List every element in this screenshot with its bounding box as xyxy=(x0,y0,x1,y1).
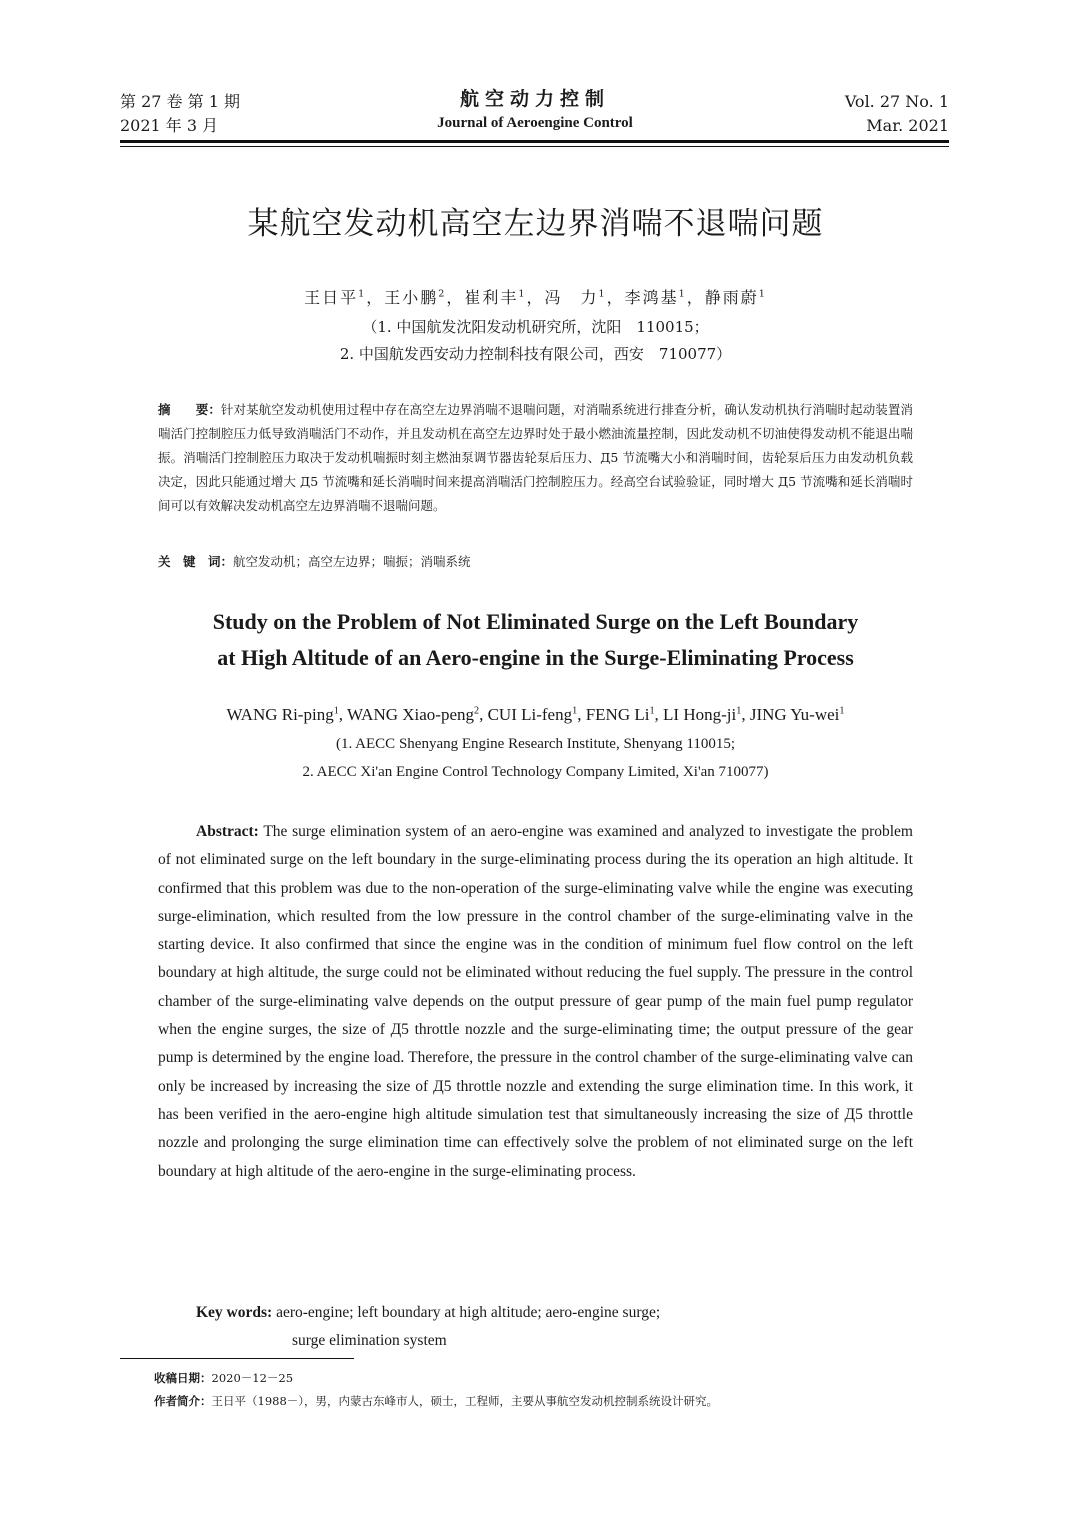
abstract-cn-text: 针对某航空发动机使用过程中存在高空左边界消喘不退喘问题，对消喘系统进行排查分析，确认发动机执行消喘时起动装置消喘活门控制腔压力低导致消喘活门不动作，并且发动机在高空左边界时处于最小燃油流量控制，因此发动机不切油使得发动机不能退出喘振。消喘活门控制腔压力取决于发动机喘振时刻主燃油泵调节器齿轮泵后压力、Д5 节流嘴大小和消喘时间，齿轮泵后压力由发动机负载决定，因此只能通过增大 Д5 节流嘴和延长消喘时间来提高消喘活门控制腔压力。经高空台试验验证，同时增大 Д5 节流嘴和延长消喘时间可以有效解决发动机高空左边界消喘不退喘问题。 xyxy=(158,402,913,513)
author-en: WANG Ri-ping$^1$ xyxy=(226,705,339,724)
author-cn: 崔利丰$^1$ xyxy=(464,288,527,307)
keywords-en-line1: aero-engine; left boundary at high altitude; aero-engine surge; xyxy=(276,1304,661,1321)
affiliation-cn-2: 2. 中国航发西安动力控制科技有限公司，西安 710077） xyxy=(339,345,732,363)
header-volume-cn: 第 27 卷 第 1 期 xyxy=(120,92,240,111)
paper-title-en-line1: Study on the Problem of Not Eliminated Surge on the Left Boundary xyxy=(212,609,859,634)
abstract-en xyxy=(158,818,913,1186)
abstract-cn xyxy=(158,398,913,518)
paper-title-en-line2: at High Altitude of an Aero-engine in the Surge-Eliminating Process xyxy=(217,645,854,670)
header-date-en: Mar. 2021 xyxy=(866,116,949,135)
author-cn: 李鸿基$^1$ xyxy=(624,288,687,307)
header-volume-info xyxy=(845,90,949,138)
author-list-cn: 王日平$^1$，王小鹏$^2$，崔利丰$^1$，冯 力$^1$，李鸿基$^1$，静雨蔚$^1$ xyxy=(304,288,767,307)
author-bio-text: 王日平（1988－），男，内蒙古东峰市人，硕士，工程师，主要从事航空发动机控制系统设计研究。 xyxy=(211,1394,719,1408)
keywords-cn-label: 关 键 词： xyxy=(158,554,234,569)
author-cn: 王小鹏$^2$ xyxy=(384,288,447,307)
journal-name-cn: 航空动力控制 xyxy=(459,88,610,110)
footnote-author-bio xyxy=(154,1391,718,1411)
author-cn: 冯 力$^1$ xyxy=(544,288,607,307)
author-cn: 静雨蔚$^1$ xyxy=(704,288,767,307)
keywords-en-line2: surge elimination system xyxy=(292,1332,447,1350)
affiliation-cn-1: （1. 中国航发沈阳发动机研究所，沈阳 110015； xyxy=(362,318,709,336)
header-volume-en: Vol. 27 No. 1 xyxy=(844,92,949,111)
abstract-en-label: Abstract: xyxy=(196,823,259,840)
author-list-en: WANG Ri-ping$^1$, WANG Xiao-peng$^2$, CUI Li-feng$^1$, FENG Li$^1$, LI Hong-$ji^1$, JING Yu-wei$^1$ xyxy=(226,705,845,724)
received-date: 2020－12－25 xyxy=(211,1371,294,1385)
abstract-en-text: The surge elimination system of an aero-engine was examined and analyzed to investigate the problem of not eliminated surge on the left boundary in the surge-eliminating process during the its operation an high altitude. It confirmed that this problem was due to the non-operation of the surge-eliminating valve while the engine was executing surge-elimination, which resulted from the low pressure in the control chamber of the surge-eliminating valve in the starting device. It also confirmed that since the engine was in the condition of minimum fuel flow control on the left boundary at high altitude, the surge could not be eliminated without reducing the fuel supply. The pressure in the control chamber of the surge-eliminating valve depends on the output pressure of gear pump of the main fuel pump regulator when the engine surges, the size of Д5 throttle nozzle and the surge-eliminating time; the output pressure of the gear pump is determined by the engine load. Therefore, the pressure in the control chamber of the surge-eliminating valve can only be increased by increasing the size of Д5 throttle nozzle and extending the surge elimination time. In this work, it has been verified in the aero-engine high altitude simulation test that simultaneously increasing the size of Д5 throttle nozzle and prolonging the surge elimination time can effectively solve the problem of not eliminated surge on the left boundary at high altitude of the aero-engine in the surge-eliminating process. xyxy=(158,823,913,1180)
header-rule-thick xyxy=(120,140,949,143)
keywords-cn xyxy=(158,550,913,574)
paper-title-en xyxy=(0,604,1071,676)
keywords-cn-text: 航空发动机；高空左边界；喘振；消喘系统 xyxy=(233,554,471,569)
journal-name-en: Journal of Aeroengine Control xyxy=(437,115,633,131)
author-en: FENG Li$^1$ xyxy=(585,705,655,724)
author-en: CUI Li-feng$^1$ xyxy=(487,705,578,724)
header-issue-info xyxy=(120,90,240,138)
paper-title-cn: 某航空发动机高空左边界消喘不退喘问题 xyxy=(247,206,824,242)
author-en: LI Hong-$ji^1$ xyxy=(663,705,742,724)
author-en: WANG Xiao-peng$^2$ xyxy=(347,705,480,724)
journal-name xyxy=(300,86,770,134)
keywords-en xyxy=(196,1299,896,1356)
header-rule-thin xyxy=(120,146,949,147)
abstract-cn-label: 摘 要： xyxy=(158,402,221,417)
author-bio-label: 作者简介： xyxy=(154,1394,212,1408)
keywords-en-label: Key words: xyxy=(196,1304,273,1321)
header-date-cn: 2021 年 3 月 xyxy=(120,116,219,135)
author-en: JING Yu-wei$^1$ xyxy=(749,705,845,724)
footnote-received xyxy=(154,1368,293,1388)
author-cn: 王日平$^1$ xyxy=(304,288,367,307)
footnote-rule xyxy=(120,1358,354,1359)
affiliation-en-1: (1. AECC Shenyang Engine Research Institute, Shenyang 110015; xyxy=(336,736,735,752)
affiliation-en-2: 2. AECC Xi'an Engine Control Technology Company Limited, Xi'an 710077) xyxy=(302,764,769,780)
received-label: 收稿日期： xyxy=(154,1371,212,1385)
